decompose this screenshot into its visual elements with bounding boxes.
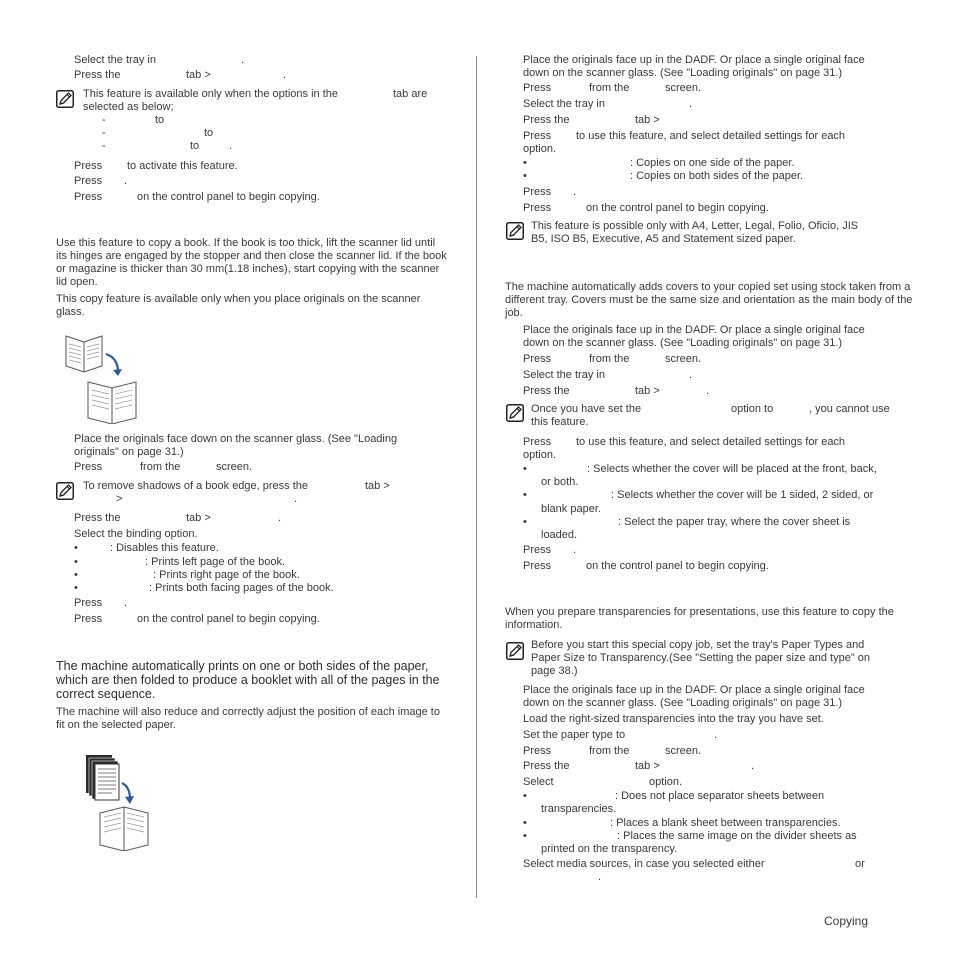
press-line: Press bbox=[74, 175, 103, 187]
press-line: Press bbox=[523, 745, 552, 757]
list-bullet: • bbox=[523, 516, 527, 528]
list-item: : Copies on both sides of the paper. bbox=[630, 170, 804, 182]
press-line: Press the bbox=[523, 114, 570, 126]
press-line-tab: tab > bbox=[635, 114, 660, 126]
list-item: transparencies. bbox=[541, 803, 617, 815]
list-bullet: • bbox=[74, 582, 78, 594]
page-footer: Copying bbox=[824, 914, 869, 928]
note-text: this feature. bbox=[531, 416, 589, 428]
note-text: selected as below; bbox=[83, 101, 174, 113]
press-line: Press bbox=[523, 186, 552, 198]
press-line: Press the bbox=[523, 760, 570, 772]
list-bullet: • bbox=[74, 556, 78, 568]
press-line: from the bbox=[589, 353, 630, 365]
booklet-illustration bbox=[84, 753, 154, 855]
list-item: to bbox=[204, 127, 214, 139]
place-originals-line: Place the originals face down on the scanner glass. (See "Loading bbox=[74, 433, 398, 445]
press-line: on the control panel to begin copying. bbox=[137, 191, 320, 203]
note-text: , you cannot use bbox=[809, 403, 890, 415]
press-line: on the control panel to begin copying. bbox=[586, 560, 769, 572]
press-line-end: . bbox=[283, 69, 287, 81]
place-originals-line: originals" on page 31.) bbox=[74, 446, 184, 458]
list-item: loaded. bbox=[541, 529, 578, 541]
select-line: option. bbox=[649, 776, 683, 788]
note-text: This feature is possible only with A4, Letter, Legal, Folio, Oficio, JIS bbox=[531, 220, 859, 232]
list-item: : Places the same image on the divider sheets as bbox=[617, 830, 857, 842]
press-line: Press bbox=[523, 202, 552, 214]
note-pencil-icon bbox=[506, 404, 524, 422]
place-originals-line: Place the originals face up in the DADF. Or place a single original face bbox=[523, 684, 865, 696]
place-originals-line: down on the scanner glass. (See "Loading originals" on page 31.) bbox=[523, 67, 843, 79]
press-line: to activate this feature. bbox=[127, 160, 238, 172]
press-line-end: . bbox=[706, 385, 710, 397]
list-bullet: • bbox=[523, 463, 527, 475]
press-line-end: . bbox=[751, 760, 755, 772]
note-text: page 38.) bbox=[531, 665, 578, 677]
place-originals-line: Place the originals face up in the DADF. Or place a single original face bbox=[523, 324, 865, 336]
press-line: option. bbox=[523, 449, 557, 461]
media-line-end: . bbox=[598, 871, 602, 883]
place-originals-line: down on the scanner glass. (See "Loading originals" on page 31.) bbox=[523, 337, 843, 349]
book-copy-paragraph: Use this feature to copy a book. If the book is too thick, lift the scanner lid until its hinges are engaged by the stopper and then close the scanner lid. If the book or magazine is thicker than 30 mm(1.18 inches), start copying with the scanner lid open. bbox=[56, 237, 447, 288]
list-bullet: • bbox=[74, 569, 78, 581]
booklet-paragraph: The machine will also reduce and correctly adjust the position of each image to fit on the selected paper. bbox=[56, 706, 440, 731]
press-line: Press the bbox=[74, 69, 121, 81]
note-text-end: . bbox=[294, 493, 298, 505]
tray-line-end: . bbox=[241, 54, 245, 66]
tray-line-end: . bbox=[689, 369, 693, 381]
list-dash: - bbox=[102, 127, 106, 139]
list-item: : Prints right page of the book. bbox=[153, 569, 300, 581]
booklet-intro: The machine automatically prints on one or both sides of the paper, which are then folded to produce a booklet with all of the pages in the correct sequence. bbox=[56, 659, 440, 701]
press-line-tab: tab > bbox=[186, 512, 211, 524]
select-line: Select bbox=[523, 776, 554, 788]
press-line: option. bbox=[523, 143, 557, 155]
list-item: : Selects whether the cover will be placed at the front, back, bbox=[587, 463, 877, 475]
press-line: screen. bbox=[665, 82, 702, 94]
list-bullet: • bbox=[523, 489, 527, 501]
note-text: To remove shadows of a book edge, press the bbox=[83, 480, 309, 492]
press-line: to use this feature, and select detailed settings for each bbox=[576, 130, 846, 142]
list-bullet: • bbox=[523, 170, 527, 182]
list-bullet: • bbox=[523, 790, 527, 802]
list-item: printed on the transparency. bbox=[541, 843, 678, 855]
press-line: Press bbox=[74, 191, 103, 203]
note-pencil-icon bbox=[506, 222, 524, 240]
note-pencil-icon bbox=[56, 90, 74, 108]
press-line: Press the bbox=[523, 385, 570, 397]
press-line-tab: tab > bbox=[186, 69, 211, 81]
press-line: Press bbox=[74, 160, 103, 172]
press-line: on the control panel to begin copying. bbox=[137, 613, 320, 625]
note-text: > bbox=[116, 493, 123, 505]
press-line: from the bbox=[589, 82, 630, 94]
tray-line-end: . bbox=[689, 98, 693, 110]
press-line: Press bbox=[523, 560, 552, 572]
press-line: Press bbox=[523, 130, 552, 142]
tray-line: Select the tray in bbox=[74, 54, 156, 66]
place-originals-line: down on the scanner glass. (See "Loading originals" on page 31.) bbox=[523, 697, 843, 709]
list-item: : Select the paper tray, where the cover sheet is bbox=[618, 516, 851, 528]
press-line: Press bbox=[74, 613, 103, 625]
list-bullet: • bbox=[523, 830, 527, 842]
list-item: to bbox=[190, 140, 200, 152]
list-item: : Places a blank sheet between transparencies. bbox=[610, 817, 841, 829]
note-text: Before you start this special copy job, set the tray's Paper Types and bbox=[531, 639, 865, 651]
press-line: on the control panel to begin copying. bbox=[586, 202, 769, 214]
press-line-end: . bbox=[278, 512, 282, 524]
note-pencil-icon bbox=[56, 482, 74, 500]
set-type-end: . bbox=[714, 729, 718, 741]
transparency-paragraph: When you prepare transparencies for presentations, use this feature to copy the information. bbox=[505, 606, 894, 631]
list-item: : Prints both facing pages of the book. bbox=[149, 582, 334, 594]
place-originals-line: Place the originals face up in the DADF. Or place a single original face bbox=[523, 54, 865, 66]
press-line: Press bbox=[523, 436, 552, 448]
list-item-end: . bbox=[229, 140, 233, 152]
list-item: : Prints left page of the book. bbox=[145, 556, 286, 568]
note-text: Paper Size to Transparency.(See "Setting the paper size and type" on bbox=[531, 652, 871, 664]
note-text: option to bbox=[731, 403, 774, 415]
tray-line: Select the tray in bbox=[523, 369, 605, 381]
press-line: Press the bbox=[74, 512, 121, 524]
list-bullet: • bbox=[523, 157, 527, 169]
press-line-end: . bbox=[573, 544, 577, 556]
press-line-end: . bbox=[124, 175, 128, 187]
binding-line: Select the binding option. bbox=[74, 528, 198, 540]
list-item: : Does not place separator sheets between bbox=[615, 790, 825, 802]
book-copy-illustration bbox=[64, 332, 144, 428]
list-bullet: • bbox=[74, 542, 78, 554]
list-item: : Copies on one side of the paper. bbox=[630, 157, 795, 169]
set-type-line: Set the paper type to bbox=[523, 729, 626, 741]
note-text: This feature is available only when the options in the bbox=[83, 88, 338, 100]
note-text-tab: tab > bbox=[365, 480, 390, 492]
list-dash: - bbox=[102, 140, 106, 152]
list-dash: - bbox=[102, 114, 106, 126]
note-text: B5, ISO B5, Executive, A5 and Statement sized paper. bbox=[531, 233, 796, 245]
list-bullet: • bbox=[523, 817, 527, 829]
list-item: : Disables this feature. bbox=[110, 542, 219, 554]
note-pencil-icon bbox=[506, 642, 524, 660]
media-line: or bbox=[855, 858, 865, 870]
list-item: or both. bbox=[541, 476, 579, 488]
load-line: Load the right-sized transparencies into the tray you have set. bbox=[523, 713, 824, 725]
list-item: : Selects whether the cover will be 1 sided, 2 sided, or bbox=[611, 489, 874, 501]
press-line: screen. bbox=[665, 353, 702, 365]
list-item: blank paper. bbox=[541, 503, 601, 515]
press-line-tab: tab > bbox=[635, 760, 660, 772]
press-line-end: . bbox=[573, 186, 577, 198]
press-line: Press bbox=[523, 544, 552, 556]
press-line: Press bbox=[74, 597, 103, 609]
media-line: Select media sources, in case you selected either bbox=[523, 858, 765, 870]
press-line: Press bbox=[74, 461, 103, 473]
press-line: from the bbox=[140, 461, 181, 473]
note-text-tab: tab are bbox=[393, 88, 428, 100]
tray-line: Select the tray in bbox=[523, 98, 605, 110]
covers-paragraph: The machine automatically adds covers to your copied set using stock taken from a different tray. Covers must be the same size and orientation as the main body of the job. bbox=[505, 281, 913, 319]
press-line-tab: tab > bbox=[635, 385, 660, 397]
book-copy-paragraph: This copy feature is available only when you place originals on the scanner glass. bbox=[56, 293, 421, 318]
press-line-end: . bbox=[124, 597, 128, 609]
press-line: screen. bbox=[216, 461, 253, 473]
press-line: Press bbox=[523, 82, 552, 94]
press-line: Press bbox=[523, 353, 552, 365]
column-divider bbox=[476, 56, 477, 898]
note-text: Once you have set the bbox=[531, 403, 642, 415]
list-item: to bbox=[155, 114, 165, 126]
press-line: from the bbox=[589, 745, 630, 757]
press-line: to use this feature, and select detailed settings for each bbox=[576, 436, 846, 448]
press-line: screen. bbox=[665, 745, 702, 757]
